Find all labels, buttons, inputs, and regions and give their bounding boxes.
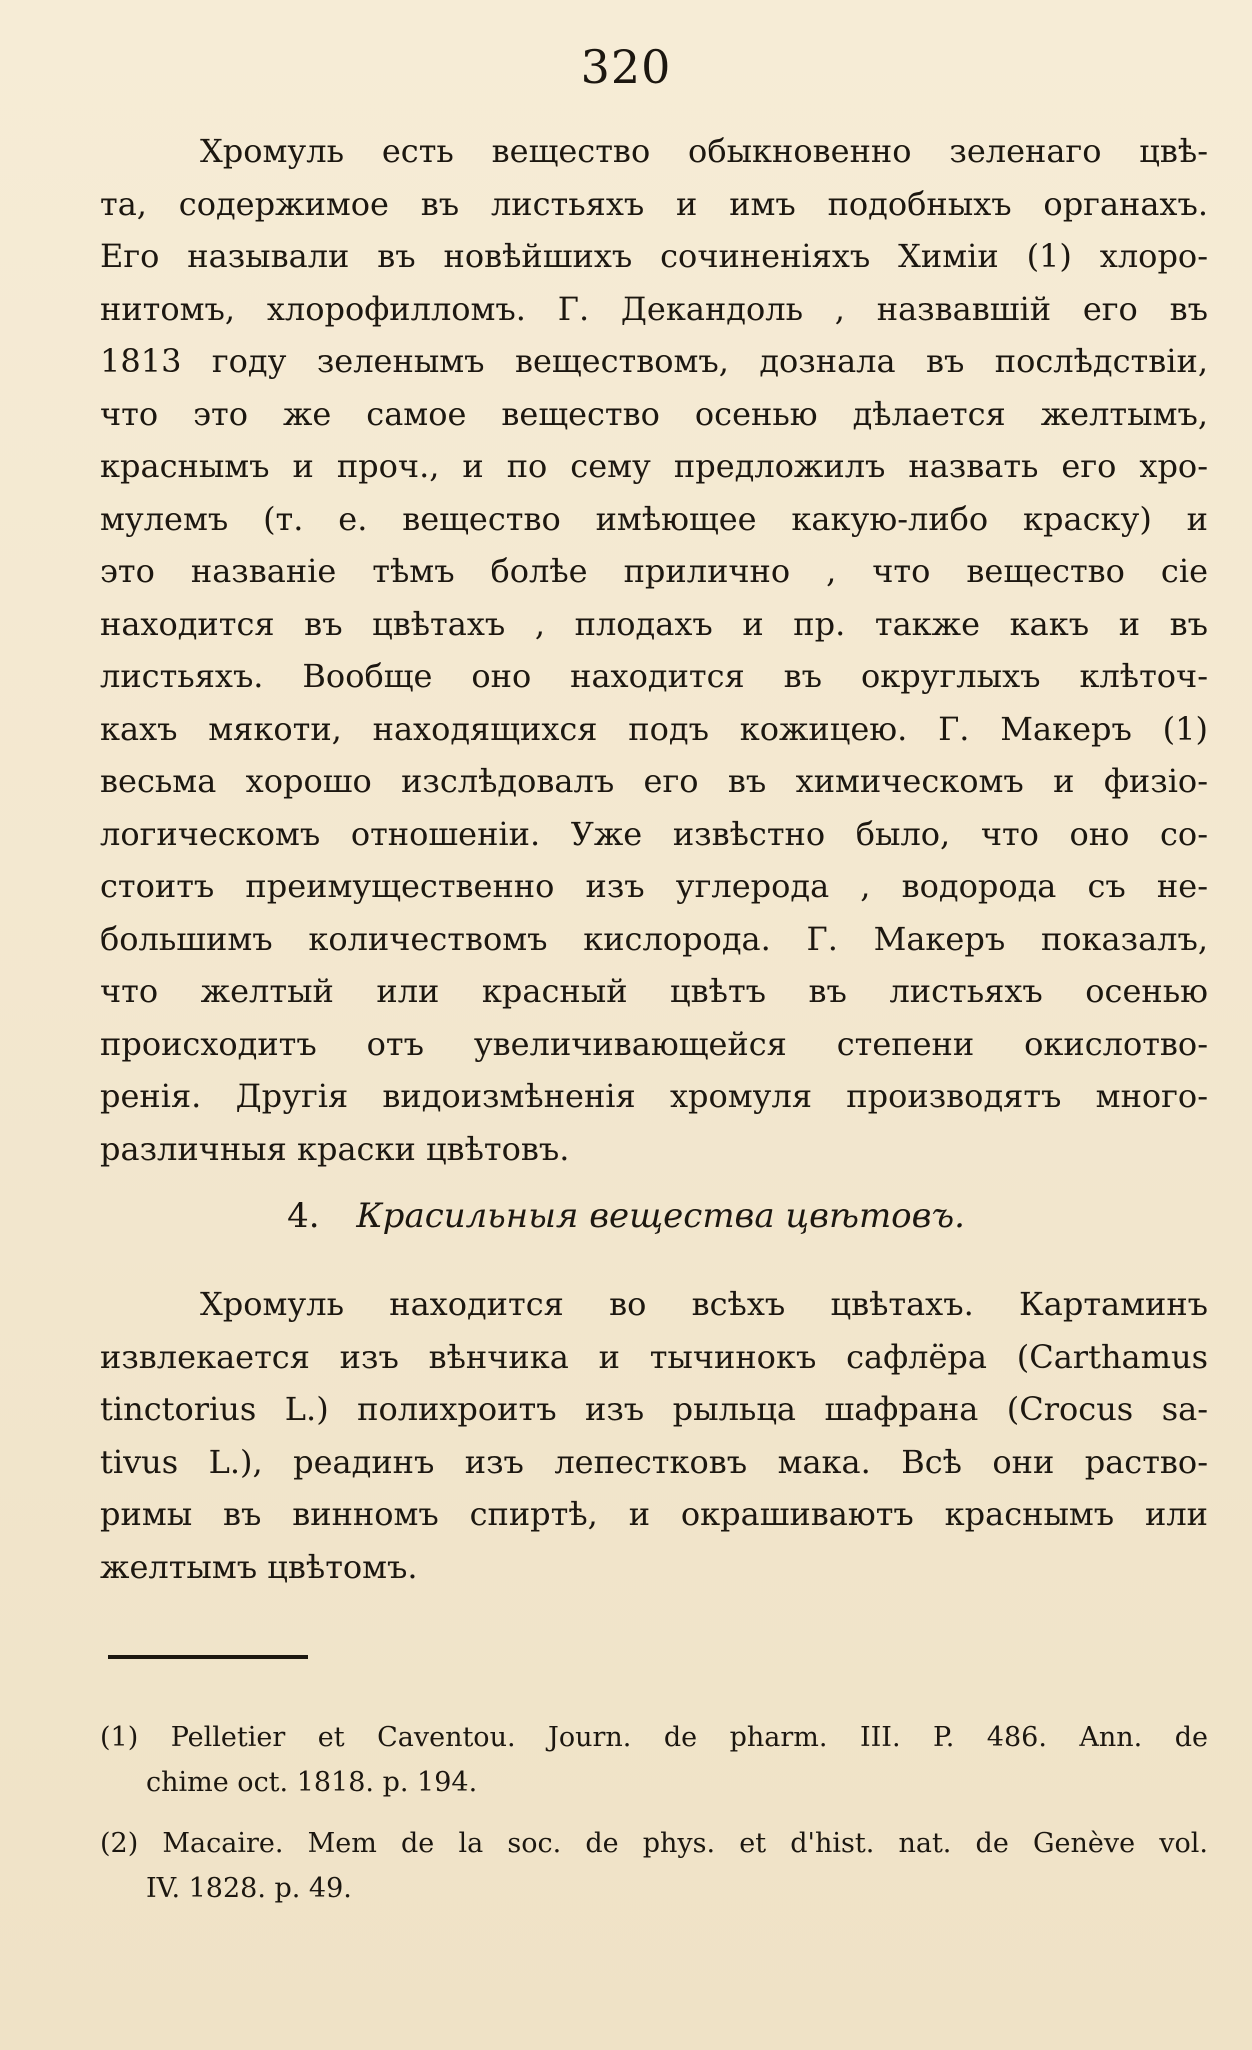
text-line: мулемъ (т. е. вещество имѣющее какую-либо краску) и [100, 499, 1208, 538]
section-title: Красильныя вещества цвѣтовъ. [356, 1196, 965, 1236]
text-line: римы въ винномъ спиртѣ, и окрашиваютъ краснымъ или [100, 1495, 1208, 1533]
text-line: tivus L.), реадинъ изъ лепестковъ мака. Всѣ они раство- [100, 1442, 1208, 1481]
footnote-separator [108, 1655, 308, 1659]
text-line: это названіе тѣмъ болѣе прилично , что вещество сіе [100, 552, 1208, 590]
footnote-line: chime oct. 1818. p. 194. [146, 1767, 478, 1798]
text-line: Хромуль находится во всѣхъ цвѣтахъ. Картаминъ [200, 1285, 1208, 1323]
text-line: Хромуль есть вещество обыкновенно зеленаго цвѣ- [200, 132, 1208, 170]
text-line: листьяхъ. Вообще оно находится въ округлыхъ клѣточ- [100, 657, 1208, 695]
page-number: 320 [580, 40, 672, 94]
text-line: весьма хорошо изслѣдовалъ его въ химическомъ и физіо- [100, 762, 1208, 800]
text-line: 1813 году зеленымъ веществомъ, дознала въ послѣдствіи, [100, 342, 1208, 380]
text-line: Его называли въ новѣйшихъ сочиненіяхъ Химіи (1) хлоро- [100, 237, 1208, 275]
footnotes [100, 1715, 1208, 1927]
text-line: tinctorius L.) полихроитъ изъ рыльца шафрана (Crocus sa- [100, 1390, 1208, 1428]
text-line: кахъ мякоти, находящихся подъ кожицею. Г. Макеръ (1) [100, 709, 1208, 748]
text-line: та, содержимое въ листьяхъ и имъ подобныхъ органахъ. [100, 184, 1208, 223]
section-number: 4. [287, 1196, 320, 1236]
text-line: извлекается изъ вѣнчика и тычинокъ сафлёра (Carthamus [100, 1337, 1208, 1376]
text-line: стоитъ преимущественно изъ углерода , водорода съ не- [100, 867, 1208, 905]
paragraph-chromule [100, 125, 1208, 1175]
text-line: происходитъ отъ увеличивающейся степени окислотво- [100, 1024, 1208, 1063]
text-line: что это же самое вещество осенью дѣлается желтымъ, [100, 394, 1208, 433]
paragraph-dyes [100, 1278, 1208, 1593]
text-line: краснымъ и проч., и по сему предложилъ назвать его хро- [100, 447, 1208, 485]
text-line: нитомъ, хлорофилломъ. Г. Декандоль , назвавшій его въ [100, 289, 1208, 328]
text-line: что желтый или красный цвѣтъ въ листьяхъ осенью [100, 972, 1208, 1010]
text-line: большимъ количествомъ кислорода. Г. Макеръ показалъ, [100, 919, 1208, 958]
footnote [100, 1715, 1208, 1805]
footnote-line: IV. 1828. p. 49. [146, 1873, 352, 1904]
text-line: находится въ цвѣтахъ , плодахъ и пр. также какъ и въ [100, 604, 1208, 643]
footnote-line: (1) Pelletier et Caventou. Journ. de pharm. III. P. 486. Ann. de [100, 1722, 1208, 1753]
text-line: ренія. Другія видоизмѣненія хромуля производятъ много- [100, 1077, 1208, 1115]
footnote-line: (2) Macaire. Mem de la soc. de phys. et d'hist. nat. de Genève vol. [100, 1828, 1208, 1859]
text-line: различныя краски цвѣтовъ. [100, 1129, 570, 1168]
text-line: желтымъ цвѣтомъ. [100, 1547, 418, 1586]
section-heading [0, 1190, 1252, 1242]
text-line: логическомъ отношеніи. Уже извѣстно было, что оно со- [100, 814, 1208, 853]
footnote [100, 1821, 1208, 1911]
